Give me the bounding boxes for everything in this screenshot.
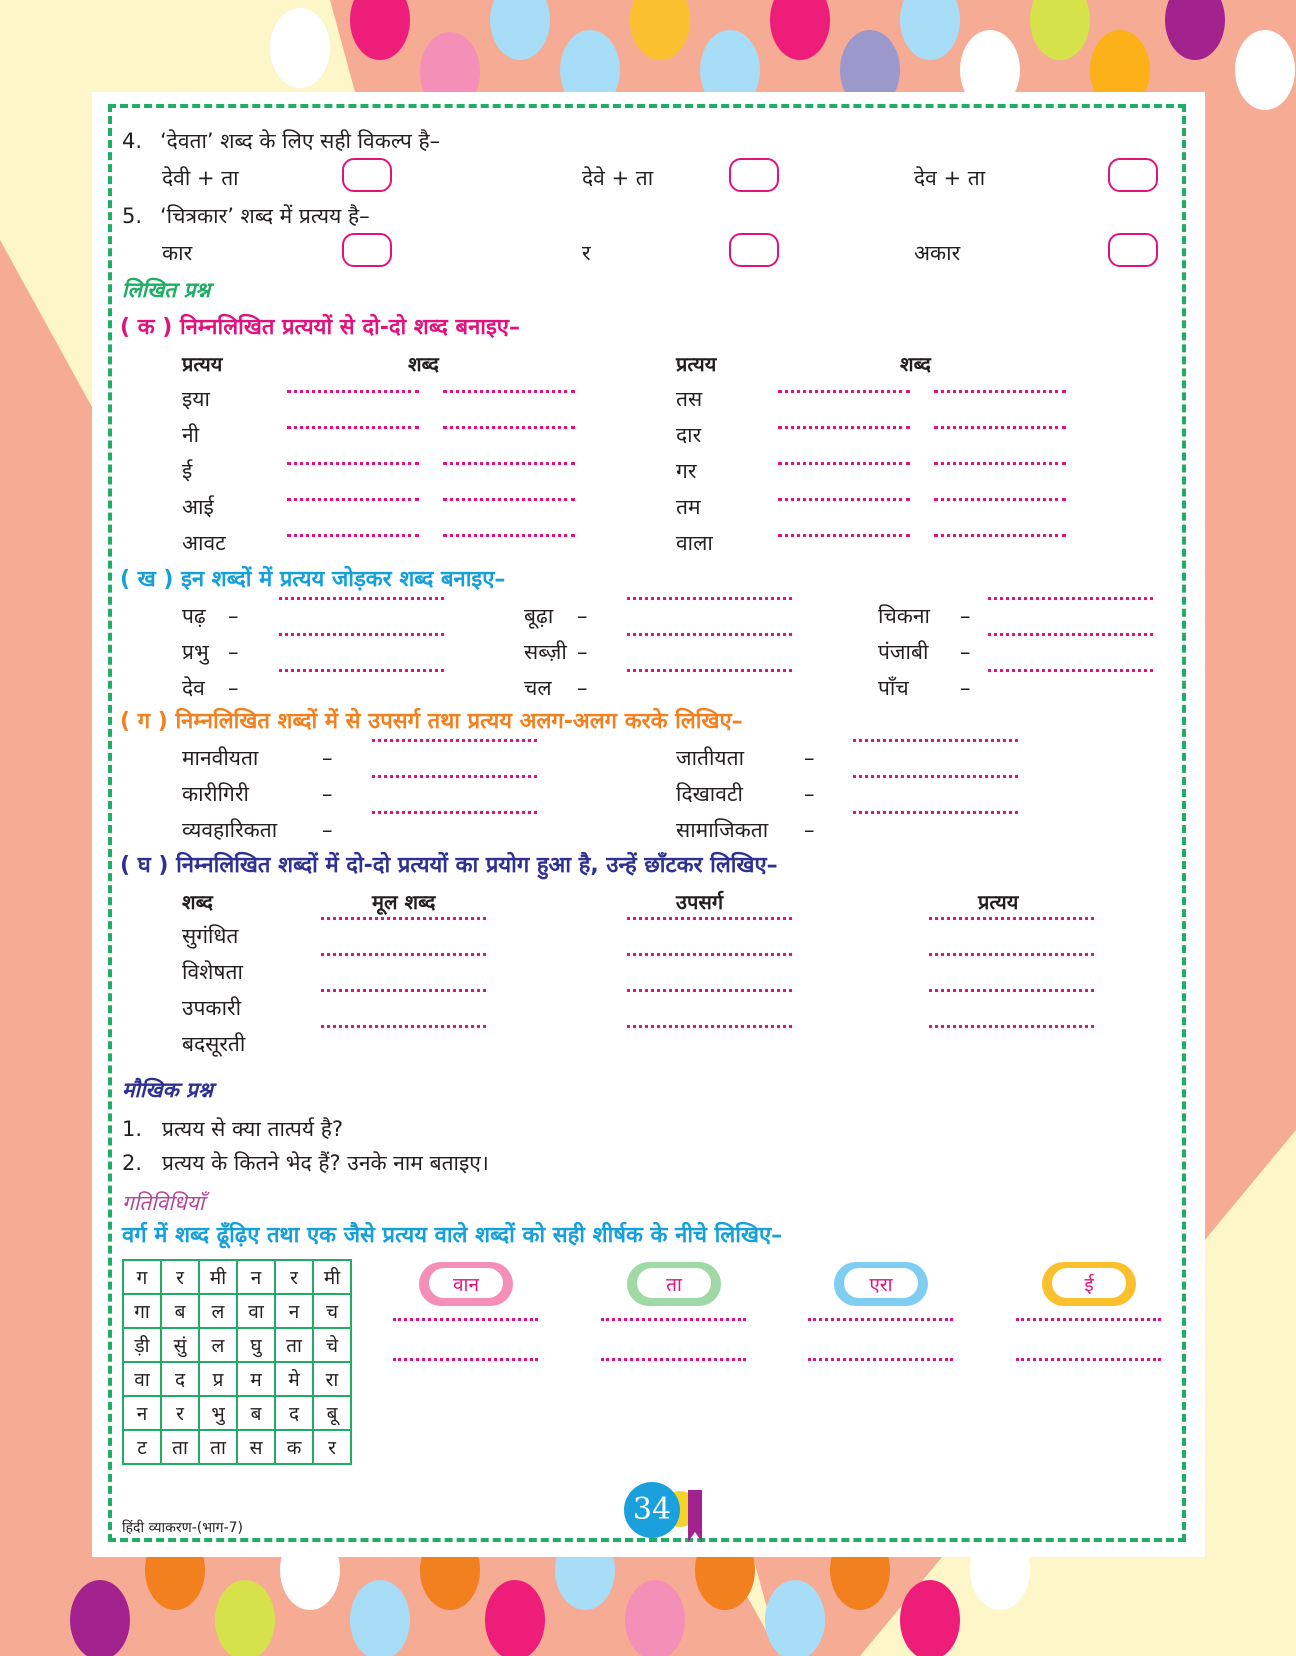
kha-answer-line[interactable]	[279, 669, 444, 672]
ka-answer-line[interactable]	[778, 462, 910, 465]
ka-answer-line[interactable]	[934, 498, 1066, 501]
kha-dash: –	[960, 604, 971, 628]
ga-answer-line[interactable]	[372, 775, 537, 778]
grid-cell[interactable]: द	[275, 1396, 313, 1430]
grid-cell[interactable]: चे	[313, 1328, 351, 1362]
grid-cell[interactable]: न	[275, 1294, 313, 1328]
ka-suffix-right: तम	[676, 495, 701, 519]
gha-word: बदसूरती	[182, 1032, 246, 1056]
ka-answer-line[interactable]	[778, 390, 910, 393]
q5-answer-box-2[interactable]	[729, 233, 779, 267]
kha-answer-line[interactable]	[279, 597, 444, 600]
ka-suffix-left: नी	[182, 423, 200, 447]
ga-word-left: कारीगिरी	[182, 782, 249, 806]
activity-answer-line[interactable]	[808, 1358, 953, 1361]
gha-word: विशेषता	[182, 960, 243, 984]
section-gha-title: ( घ ) निम्नलिखित शब्दों में दो-दो प्रत्ययों का प्रयोग हुआ है, उन्हें छाँटकर लिखिए–	[120, 853, 778, 878]
grid-cell[interactable]: घु	[237, 1328, 275, 1362]
grid-cell[interactable]: मी	[199, 1260, 237, 1294]
ga-dash: –	[804, 746, 815, 770]
ka-suffix-left: आवट	[182, 531, 226, 555]
ka-suffix-right: दार	[676, 423, 702, 447]
q4-option-1: देवी + ता	[162, 166, 239, 190]
grid-cell[interactable]: द	[161, 1362, 199, 1396]
grid-cell[interactable]: स	[237, 1430, 275, 1464]
grid-cell[interactable]: र	[275, 1260, 313, 1294]
gha-root-line[interactable]	[321, 1025, 486, 1028]
activity-answer-line[interactable]	[808, 1318, 953, 1321]
activity-answer-line[interactable]	[601, 1318, 746, 1321]
ka-answer-line[interactable]	[287, 462, 419, 465]
grid-cell[interactable]: मी	[313, 1260, 351, 1294]
grid-cell[interactable]: ब	[237, 1396, 275, 1430]
oral-q2-number: 2.	[122, 1151, 143, 1175]
ka-suffix-left: इया	[182, 387, 210, 411]
activity-answer-line[interactable]	[393, 1318, 538, 1321]
activity-answer-line[interactable]	[601, 1358, 746, 1361]
q4-option-2: देवे + ता	[582, 166, 654, 190]
ka-answer-line[interactable]	[934, 534, 1066, 537]
gha-prefix-line[interactable]	[627, 989, 792, 992]
q5-option-3: अकार	[914, 241, 961, 265]
suffix-heading-label: एरा	[842, 1266, 920, 1300]
suffix-heading-label: वान	[427, 1266, 505, 1300]
grid-cell[interactable]: बू	[313, 1396, 351, 1430]
kha-answer-line[interactable]	[988, 597, 1153, 600]
gha-suffix-line[interactable]	[929, 953, 1094, 956]
ka-answer-line[interactable]	[443, 462, 575, 465]
gha-header-root: मूल शब्द	[372, 890, 436, 914]
grid-cell[interactable]: ल	[199, 1294, 237, 1328]
gha-root-line[interactable]	[321, 989, 486, 992]
kha-dash: –	[228, 604, 239, 628]
grid-cell[interactable]: म	[237, 1362, 275, 1396]
ka-answer-line[interactable]	[287, 534, 419, 537]
gha-root-line[interactable]	[321, 917, 486, 920]
grid-cell[interactable]: ता	[275, 1328, 313, 1362]
grid-row	[123, 1260, 351, 1294]
kha-word: पंजाबी	[878, 640, 929, 664]
ka-suffix-left: ई	[182, 459, 193, 483]
ga-answer-line[interactable]	[853, 775, 1018, 778]
grid-cell[interactable]: र	[161, 1260, 199, 1294]
kha-word: चिकना	[878, 604, 930, 628]
ka-answer-line[interactable]	[287, 498, 419, 501]
grid-cell[interactable]: न	[237, 1260, 275, 1294]
kha-word: बूढ़ा	[524, 604, 554, 628]
page-number: 34	[624, 1482, 680, 1538]
kha-word: सब्ज़ी	[524, 640, 567, 664]
grid-cell[interactable]: वा	[237, 1294, 275, 1328]
section-ka-title: ( क ) निम्नलिखित प्रत्ययों से दो-दो शब्द बनाइए–	[120, 315, 520, 340]
ga-dash: –	[322, 746, 333, 770]
activity-answer-line[interactable]	[393, 1358, 538, 1361]
oral-section-title: मौखिक प्रश्न	[122, 1078, 213, 1102]
ka-suffix-right: वाला	[676, 531, 713, 555]
kha-answer-line[interactable]	[988, 669, 1153, 672]
activities-instruction: वर्ग में शब्द ढूँढ़िए तथा एक जैसे प्रत्यय वाले शब्दों को सही शीर्षक के नीचे लिखिए–	[122, 1223, 783, 1248]
gha-header-prefix: उपसर्ग	[676, 890, 724, 914]
suffix-heading-label: ता	[635, 1266, 713, 1300]
grid-cell[interactable]: ता	[161, 1430, 199, 1464]
activity-answer-line[interactable]	[1016, 1318, 1161, 1321]
ka-answer-line[interactable]	[934, 426, 1066, 429]
kha-word: प्रभु	[182, 640, 209, 664]
kha-word: देव	[182, 676, 205, 700]
ga-word-right: जातीयता	[676, 746, 745, 770]
ga-word-left: मानवीयता	[182, 746, 259, 770]
gha-word: उपकारी	[182, 996, 242, 1020]
grid-cell[interactable]: गा	[123, 1294, 161, 1328]
ka-answer-line[interactable]	[443, 426, 575, 429]
ka-header-suffix-2: प्रत्यय	[676, 352, 717, 376]
ga-dash: –	[322, 818, 333, 842]
ka-answer-line[interactable]	[934, 390, 1066, 393]
kha-answer-line[interactable]	[627, 669, 792, 672]
gha-root-line[interactable]	[321, 953, 486, 956]
grid-row	[123, 1328, 351, 1362]
ga-answer-line[interactable]	[372, 811, 537, 814]
oral-q1-text: प्रत्यय से क्या तात्पर्य है?	[162, 1117, 344, 1141]
kha-dash: –	[577, 604, 588, 628]
grid-cell[interactable]: क	[275, 1430, 313, 1464]
gha-word: सुगंधित	[182, 924, 239, 948]
grid-cell[interactable]: र	[313, 1430, 351, 1464]
q4-number: 4.	[122, 129, 143, 153]
q4-answer-box-2[interactable]	[729, 158, 779, 192]
activities-title: गतिविधियाँ	[122, 1191, 205, 1215]
grid-cell[interactable]: ग	[123, 1260, 161, 1294]
grid-cell[interactable]: ट	[123, 1430, 161, 1464]
ga-answer-line[interactable]	[853, 811, 1018, 814]
ka-answer-line[interactable]	[287, 426, 419, 429]
gha-prefix-line[interactable]	[627, 917, 792, 920]
gha-suffix-line[interactable]	[929, 989, 1094, 992]
ga-answer-line[interactable]	[853, 739, 1018, 742]
grid-row	[123, 1430, 351, 1464]
kha-dash: –	[960, 676, 971, 700]
kha-dash: –	[577, 676, 588, 700]
q4-answer-box-1[interactable]	[342, 158, 392, 192]
ka-suffix-right: तस	[676, 387, 703, 411]
written-section-title: लिखित प्रश्न	[122, 278, 211, 302]
q5-answer-box-1[interactable]	[342, 233, 392, 267]
kha-answer-line[interactable]	[988, 633, 1153, 636]
grid-cell[interactable]: वा	[123, 1362, 161, 1396]
book-title-footer: हिंदी व्याकरण-(भाग-7)	[122, 1520, 243, 1536]
kha-answer-line[interactable]	[627, 633, 792, 636]
q5-number: 5.	[122, 204, 143, 228]
q4-answer-box-3[interactable]	[1108, 158, 1158, 192]
gha-suffix-line[interactable]	[929, 1025, 1094, 1028]
grid-cell[interactable]: ड़ी	[123, 1328, 161, 1362]
ka-answer-line[interactable]	[778, 498, 910, 501]
ka-suffix-right: गर	[676, 459, 697, 483]
ka-header-word-2: शब्द	[900, 352, 931, 376]
ka-answer-line[interactable]	[778, 534, 910, 537]
kha-word: चल	[524, 676, 552, 700]
ka-answer-line[interactable]	[934, 462, 1066, 465]
ga-dash: –	[804, 818, 815, 842]
q5-answer-box-3[interactable]	[1108, 233, 1158, 267]
ka-header-suffix-1: प्रत्यय	[182, 352, 223, 376]
kha-answer-line[interactable]	[279, 633, 444, 636]
kha-dash: –	[960, 640, 971, 664]
ka-answer-line[interactable]	[443, 498, 575, 501]
section-ga-title: ( ग ) निम्नलिखित शब्दों में से उपसर्ग तथा प्रत्यय अलग-अलग करके लिखिए–	[120, 709, 743, 734]
gha-prefix-line[interactable]	[627, 953, 792, 956]
q5-text: ‘चित्रकार’ शब्द में प्रत्यय है–	[160, 204, 370, 228]
ga-dash: –	[322, 782, 333, 806]
gha-suffix-line[interactable]	[929, 917, 1094, 920]
word-search-grid	[122, 1259, 352, 1465]
grid-cell[interactable]: प्र	[199, 1362, 237, 1396]
kha-dash: –	[577, 640, 588, 664]
ka-answer-line[interactable]	[778, 426, 910, 429]
grid-row	[123, 1362, 351, 1396]
grid-cell[interactable]: ल	[199, 1328, 237, 1362]
ka-suffix-left: आई	[182, 495, 214, 519]
kha-word: पाँच	[878, 676, 909, 700]
grid-cell[interactable]: न	[123, 1396, 161, 1430]
oral-q2-text: प्रत्यय के कितने भेद हैं? उनके नाम बताइए।	[162, 1151, 489, 1175]
grid-cell[interactable]: ता	[199, 1430, 237, 1464]
section-kha-title: ( ख ) इन शब्दों में प्रत्यय जोड़कर शब्द बनाइए–	[120, 567, 506, 592]
ga-dash: –	[804, 782, 815, 806]
q4-text: ‘देवता’ शब्द के लिए सही विकल्प है–	[160, 129, 441, 153]
ka-answer-line[interactable]	[287, 390, 419, 393]
grid-cell[interactable]: मे	[275, 1362, 313, 1396]
ga-word-left: व्यवहारिकता	[182, 818, 278, 842]
gha-prefix-line[interactable]	[627, 1025, 792, 1028]
kha-dash: –	[228, 640, 239, 664]
kha-answer-line[interactable]	[627, 597, 792, 600]
gha-header-suffix: प्रत्यय	[978, 890, 1019, 914]
grid-cell[interactable]: रा	[313, 1362, 351, 1396]
kha-word: पढ़	[182, 604, 206, 628]
ka-header-word-1: शब्द	[408, 352, 439, 376]
grid-cell[interactable]: भु	[199, 1396, 237, 1430]
ka-answer-line[interactable]	[443, 534, 575, 537]
grid-cell[interactable]: ब	[161, 1294, 199, 1328]
gha-header-word: शब्द	[182, 890, 213, 914]
grid-row	[123, 1294, 351, 1328]
grid-cell[interactable]: र	[161, 1396, 199, 1430]
ga-word-right: सामाजिकता	[676, 818, 769, 842]
activity-answer-line[interactable]	[1016, 1358, 1161, 1361]
grid-cell[interactable]: सुं	[161, 1328, 199, 1362]
ga-word-right: दिखावटी	[676, 782, 743, 806]
grid-cell[interactable]: च	[313, 1294, 351, 1328]
q5-option-1: कार	[162, 241, 193, 265]
q4-option-3: देव + ता	[914, 166, 986, 190]
grid-row	[123, 1396, 351, 1430]
suffix-heading-label: ई	[1050, 1266, 1128, 1300]
kha-dash: –	[228, 676, 239, 700]
ka-answer-line[interactable]	[443, 390, 575, 393]
ga-answer-line[interactable]	[372, 739, 537, 742]
q5-option-2: र	[582, 241, 591, 265]
oral-q1-number: 1.	[122, 1117, 143, 1141]
